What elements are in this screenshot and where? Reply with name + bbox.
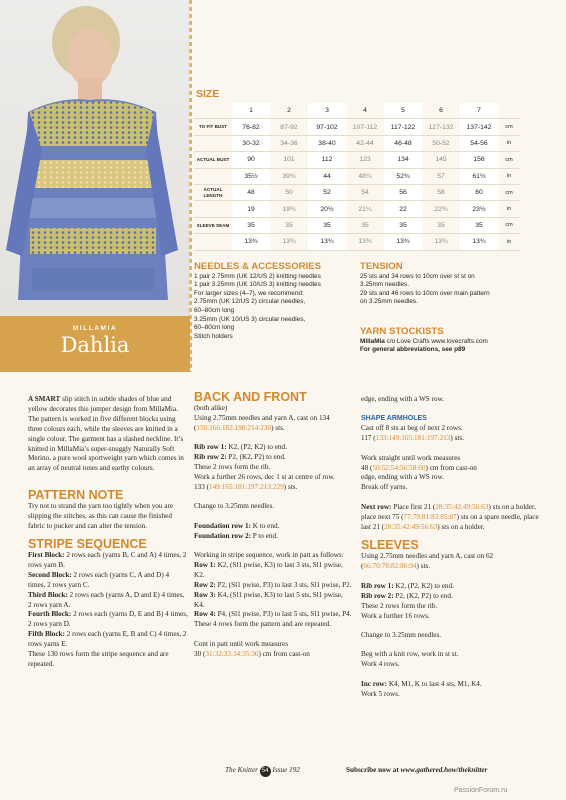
straight-start: 48 ( [361, 463, 373, 472]
size-cell: 97-102 [308, 119, 346, 135]
sleeve-rib-note: These 2 rows form the rib. [361, 601, 438, 610]
tension-section [360, 263, 560, 307]
next-row-text-1: Place first 21 ( [391, 502, 436, 511]
stripe-block-text: 2 rows each (yarns A, D and E) 4 times, 2 rows yarn A. [28, 590, 185, 609]
continue-end: ) cm from cast-on [258, 649, 310, 658]
text-line: 60–80cm long [194, 306, 235, 314]
size-cell: 52¾ [384, 168, 422, 184]
size-cell: 56 [384, 184, 422, 200]
sleeves-heading: SLEEVES [361, 538, 419, 553]
size-number: 4 [346, 103, 384, 119]
text-line: 1 pair 2.75mm (UK 12/US 2) knitting needles [194, 272, 321, 280]
model-illustration [0, 0, 190, 316]
armhole-count-start: 117 ( [361, 434, 376, 443]
sleeve-rib-2-text: P2, (K2, P2) to end. [393, 591, 453, 600]
size-cell: 60 [460, 184, 498, 200]
size-row [194, 168, 520, 184]
size-number: 5 [384, 103, 422, 119]
next-row-text-3: ) sts on a spare needle, place last 21 ( [361, 512, 539, 531]
sleeve-cast-on: Using 2.75mm needles and yarn A, cast on 62 ( [361, 552, 494, 571]
sleeve-cast-on-sizes: 66:70:78:82:86:94 [363, 562, 417, 571]
size-cell: 23½ [460, 201, 498, 217]
size-cell: 30-32 [232, 135, 270, 151]
foundation-1-text: K to end. [250, 521, 280, 530]
size-row-label [194, 168, 232, 184]
magazine-name: The Knitter [225, 766, 258, 774]
size-cell: 117-122 [384, 119, 422, 135]
armhole-count-end: ) sts. [450, 434, 464, 443]
straight-end: ) cm from cast-on [425, 463, 477, 472]
row-4-label: Row 4: [194, 610, 216, 619]
size-cell: 13¾ [232, 234, 270, 250]
next-row-sizes-2: 77:79:81:83:85:87 [403, 512, 457, 521]
rib-further: Work a further 26 rows, dec 1 st at centre of row. [194, 472, 335, 481]
work-five-rows: Work 5 rows. [361, 689, 400, 698]
back-front-heading: BACK AND FRONT [194, 390, 307, 404]
continue-text: Cont in patt until work measures [194, 639, 289, 648]
size-cell: 145 [422, 152, 460, 168]
row-4-text: P4, (Sl1 pwise, P3) to last 5 sts, Sl1 pwise, P4. [215, 610, 352, 619]
size-cell: 19¾ [270, 201, 308, 217]
foundation-2-text: P to end. [250, 531, 278, 540]
size-cell: 20½ [308, 201, 346, 217]
size-unit: cm [498, 152, 520, 168]
size-cell: 107-112 [346, 119, 384, 135]
edge-text: edge, ending with a WS row. [361, 395, 445, 403]
size-header-row [194, 103, 520, 119]
stripe-block [28, 551, 188, 571]
straight-edge: edge, ending with a WS row. [361, 473, 445, 482]
size-number: 2 [270, 103, 308, 119]
size-row [194, 234, 520, 250]
rib-note: These 2 rows form the rib. [194, 463, 271, 472]
size-unit: in [498, 135, 520, 151]
size-table [194, 103, 520, 251]
size-unit: cm [498, 119, 520, 135]
continue-start: 30 ( [194, 649, 206, 658]
size-row [194, 201, 520, 217]
pattern-note-heading: PATTERN NOTE [28, 488, 124, 503]
knit-row-text: Beg with a knit row, work in st st. [361, 650, 459, 659]
intro-text: slip stitch in subtle shades of blue and yellow decorates this jumper design from MillaMia. The pattern is worked in five different blocks using three colours each, while the sleeves are knitted in a single colour. The garment has a slashed neckline. It’s knitted in MillaMia’s super-snuggly Naturally Soft Merino, a pure wool sportweight yarn which comes in an array of neutral tones and earthy colours. [28, 395, 184, 473]
watermark: PassionForum.ru [454, 787, 508, 794]
size-cell: 112 [308, 152, 346, 168]
stripe-block-name: Second Block: [28, 570, 72, 579]
size-cell: 46-48 [384, 135, 422, 151]
rib-count-end: ) sts. [283, 482, 298, 491]
next-row-text-4: ) sts on a holder. [437, 522, 485, 531]
text-line: 29 sts and 46 rows to 10cm over main pattern [360, 289, 490, 297]
rib-row-1-text: K2, (P2, K2) to end. [226, 443, 287, 452]
stripe-block-text: 2 rows each (yarns D, E and B) 4 times, 2 rows yarn D. [28, 610, 188, 629]
size-row-label: SLEEVE SEAM [194, 217, 232, 233]
row-1-label: Row 1: [194, 560, 216, 569]
foundation-1-label: Foundation row 1: [194, 521, 251, 530]
cast-on-text: Using 2.75mm needles and yarn A, cast on 134 ( [194, 413, 330, 432]
subscribe-link[interactable]: www.gathered.how/theknitter [400, 766, 488, 774]
size-number: 1 [232, 103, 270, 119]
size-cell: 101 [270, 152, 308, 168]
stripe-block-name: First Block: [28, 550, 65, 559]
size-unit: in [498, 234, 520, 250]
column-back-front [194, 390, 352, 660]
title-banner [0, 316, 190, 372]
pattern-title: Dahlia [60, 333, 130, 357]
text-line: For larger sizes (4–7), we recommend: [194, 289, 304, 297]
size-cell: 127-132 [422, 119, 460, 135]
next-row-label: Next row: [361, 502, 392, 511]
size-cell: 52 [308, 184, 346, 200]
stripe-block [28, 591, 188, 611]
brand-label: MILLAMIA [72, 325, 118, 332]
size-unit: cm [498, 217, 520, 233]
size-cell: 35 [308, 217, 346, 233]
stockists-section [360, 328, 560, 355]
rib-row-2-label: Rib row 2: [194, 453, 227, 462]
sleeve-rib-2-label: Rib row 2: [361, 591, 394, 600]
size-cell: 156 [460, 152, 498, 168]
model-photo [0, 0, 190, 316]
size-row-label: ACTUAL LENGTH [194, 184, 232, 200]
break-yarns: Break off yarns. [361, 483, 408, 492]
size-cell: 35 [384, 217, 422, 233]
size-cell: 35 [270, 217, 308, 233]
stripe-block [28, 571, 188, 591]
size-cell: 39¾ [270, 168, 308, 184]
size-number: 6 [422, 103, 460, 119]
text-line: 25 sts and 34 rows to 10cm over st st on [360, 272, 475, 280]
size-unit: cm [498, 184, 520, 200]
size-cell: 13¾ [422, 234, 460, 250]
stripe-block-name: Third Block: [28, 590, 68, 599]
tension-text [360, 273, 560, 307]
size-cell: 35 [346, 217, 384, 233]
size-cell: 13¾ [308, 234, 346, 250]
stripe-block [28, 610, 188, 630]
size-cell: 50 [270, 184, 308, 200]
straight-text: Work straight until work measures [361, 453, 461, 462]
sleeve-rib-further: Work a further 16 rows. [361, 611, 430, 620]
page-number: 54 [260, 766, 271, 777]
sleeve-rib-1-label: Rib row 1: [361, 581, 394, 590]
work-rows-text: Work 4 rows. [361, 660, 400, 669]
rib-row-1-label: Rib row 1: [194, 443, 227, 452]
text-line: 3.25mm (UK 10/US 3) circular needles, [194, 315, 306, 323]
size-cell: 54-56 [460, 135, 498, 151]
size-cell: 35 [422, 217, 460, 233]
size-row [194, 217, 520, 233]
size-cell: 58 [422, 184, 460, 200]
abbreviations-note: For general abbreviations, see p89 [360, 346, 466, 354]
size-cell: 87-92 [270, 119, 308, 135]
row-1-text: K2, (Sl1 pwise, K3) to last 3 sts, Sl1 pwise, K2. [194, 560, 343, 579]
tension-heading: TENSION [360, 261, 403, 272]
stripe-block-text: 2 rows each (yarns C, A and D) 4 times, 2 rows yarn C. [28, 570, 170, 589]
sleeve-cast-on-end: ) sts. [416, 562, 431, 571]
stockist-text: c/o Love Crafts www.lovecrafts.com [384, 337, 488, 345]
sleeve-rib-1-text: K2, (P2, K2) to end. [393, 581, 454, 590]
rib-count-sizes: 149:165:181:197:213:229 [208, 482, 284, 491]
needles-heading: NEEDLES & ACCESSORIES [194, 261, 322, 272]
size-row-label [194, 135, 232, 151]
stripe-intro: Working in stripe sequence, work in patt as follows: [194, 550, 344, 559]
inc-row-text: K4, M1, K to last 4 sts, M1, K4. [387, 679, 482, 688]
size-cell: 90 [232, 152, 270, 168]
size-cell: 13¾ [460, 234, 498, 250]
size-cell: 35 [232, 217, 270, 233]
size-heading: SIZE [196, 88, 220, 100]
rib-count-start: 133 ( [194, 482, 209, 491]
intro-lead: A SMART [28, 395, 61, 403]
change-needles: Change to 3.25mm needles. [194, 502, 275, 511]
size-cell: 44 [308, 168, 346, 184]
size-cell: 48 [232, 184, 270, 200]
cast-on-sizes: 150:166:182:198:214:230 [196, 423, 272, 432]
size-row-label [194, 201, 232, 217]
stripe-block-text: 2 rows each (yarns E, B and C) 4 times, 2 rows yarns E. [28, 630, 187, 649]
text-line: 3.25mm needles. [360, 281, 410, 289]
size-unit: in [498, 201, 520, 217]
stripe-blocks [28, 551, 188, 650]
straight-sizes: 50:52:54:56:58:60 [372, 463, 426, 472]
size-cell: 13¾ [384, 234, 422, 250]
subscribe-text: Subscribe now at [346, 766, 401, 774]
footer-issue [225, 766, 300, 777]
size-cell: 123 [346, 152, 384, 168]
size-cell: 38-40 [308, 135, 346, 151]
stripe-block-name: Fourth Block: [28, 610, 72, 619]
size-cell: 57 [422, 168, 460, 184]
text-line: 1 pair 3.25mm (UK 10/US 3) knitting needles [194, 281, 321, 289]
cast-on-end: ) sts. [271, 423, 285, 432]
size-cell: 134 [384, 152, 422, 168]
stripe-block [28, 630, 188, 650]
row-3-text: K4, (Sl1 pwise, K3) to last 5 sts, Sl1 pwise, K4. [194, 590, 343, 609]
text-line: 60–80cm long [194, 324, 235, 332]
size-cell: 34-36 [270, 135, 308, 151]
size-cell: 35 [460, 217, 498, 233]
size-cell: 22 [384, 201, 422, 217]
size-row [194, 152, 520, 168]
next-row-text-2: ) sts on a holder, place next 75 ( [361, 502, 536, 521]
back-front-sub: (both alike) [194, 404, 228, 412]
column-armholes-sleeves [361, 395, 541, 699]
size-cell: 19 [232, 201, 270, 217]
sleeve-change-needles: Change to 3.25mm needles. [361, 630, 442, 639]
text-line: 2.75mm (UK 12/US 2) circular needles, [194, 298, 306, 306]
shape-armholes-heading: SHAPE ARMHOLES [361, 415, 427, 423]
size-cell: 13¾ [346, 234, 384, 250]
continue-sizes: 31:32:33:34:35:36 [205, 649, 259, 658]
next-row-sizes-3: 28:35:42:49:56:63 [384, 522, 438, 531]
text-line: Stitch holders [194, 332, 233, 340]
size-cell: 42-44 [346, 135, 384, 151]
stripe-closing: These 130 rows form the stripe sequence and are repeated. [28, 650, 169, 668]
size-number: 7 [460, 103, 498, 119]
size-cell: 76-82 [232, 119, 270, 135]
size-cell: 13¾ [270, 234, 308, 250]
foundation-2-label: Foundation row 2: [194, 531, 251, 540]
size-row [194, 184, 520, 200]
row-3-label: Row 3: [194, 590, 216, 599]
stockist-brand: MillaMia [360, 337, 385, 345]
size-cell: 48¼ [346, 168, 384, 184]
size-cell: 35½ [232, 168, 270, 184]
armhole-count-sizes: 133:149:165:181:197:213 [375, 434, 451, 443]
next-row-sizes-1: 28:35:42:49:56:63 [435, 502, 489, 511]
size-cell: 22¾ [422, 201, 460, 217]
size-cell: 61½ [460, 168, 498, 184]
size-row-label: ACTUAL BUST [194, 152, 232, 168]
size-row-label [194, 234, 232, 250]
row-2-text: P2, (Sl1 pwise, P3) to last 3 sts, Sl1 pwise, P2. [215, 580, 352, 589]
footer-subscribe [346, 766, 487, 774]
inc-row-label: Inc row: [361, 679, 388, 688]
stripe-block-name: Fifth Block: [28, 630, 65, 639]
size-unit: in [498, 168, 520, 184]
stripe-sequence-heading: STRIPE SEQUENCE [28, 536, 147, 551]
size-cell: 54 [346, 184, 384, 200]
text-line: on 3.25mm needles. [360, 298, 418, 306]
stripe-block-text: 2 rows each (yarns B, C and A) 4 times, 2 rows yarn B. [28, 550, 187, 569]
size-row [194, 135, 520, 151]
pattern-repeat-note: These 4 rows form the pattern and are repeated. [194, 620, 332, 629]
size-cell: 137-142 [460, 119, 498, 135]
issue-number: Issue 192 [272, 766, 300, 774]
size-row [194, 119, 520, 135]
cast-off-text: Cast off 8 sts at beg of next 2 rows. [361, 424, 463, 433]
stockists-heading: YARN STOCKISTS [360, 326, 444, 337]
row-2-label: Row 2: [194, 580, 216, 589]
rib-row-2-text: P2, (K2, P2) to end. [226, 453, 286, 462]
size-cell: 21¼ [346, 201, 384, 217]
pattern-note-text: Try not to strand the yarn too tightly when you are slipping the stitches, as this can cause the finished fabric to pucker and can alter the tension. [28, 502, 174, 531]
size-row-label: TO FIT BUST [194, 119, 232, 135]
size-cell: 50-52 [422, 135, 460, 151]
column-intro [28, 395, 188, 670]
size-number: 3 [308, 103, 346, 119]
